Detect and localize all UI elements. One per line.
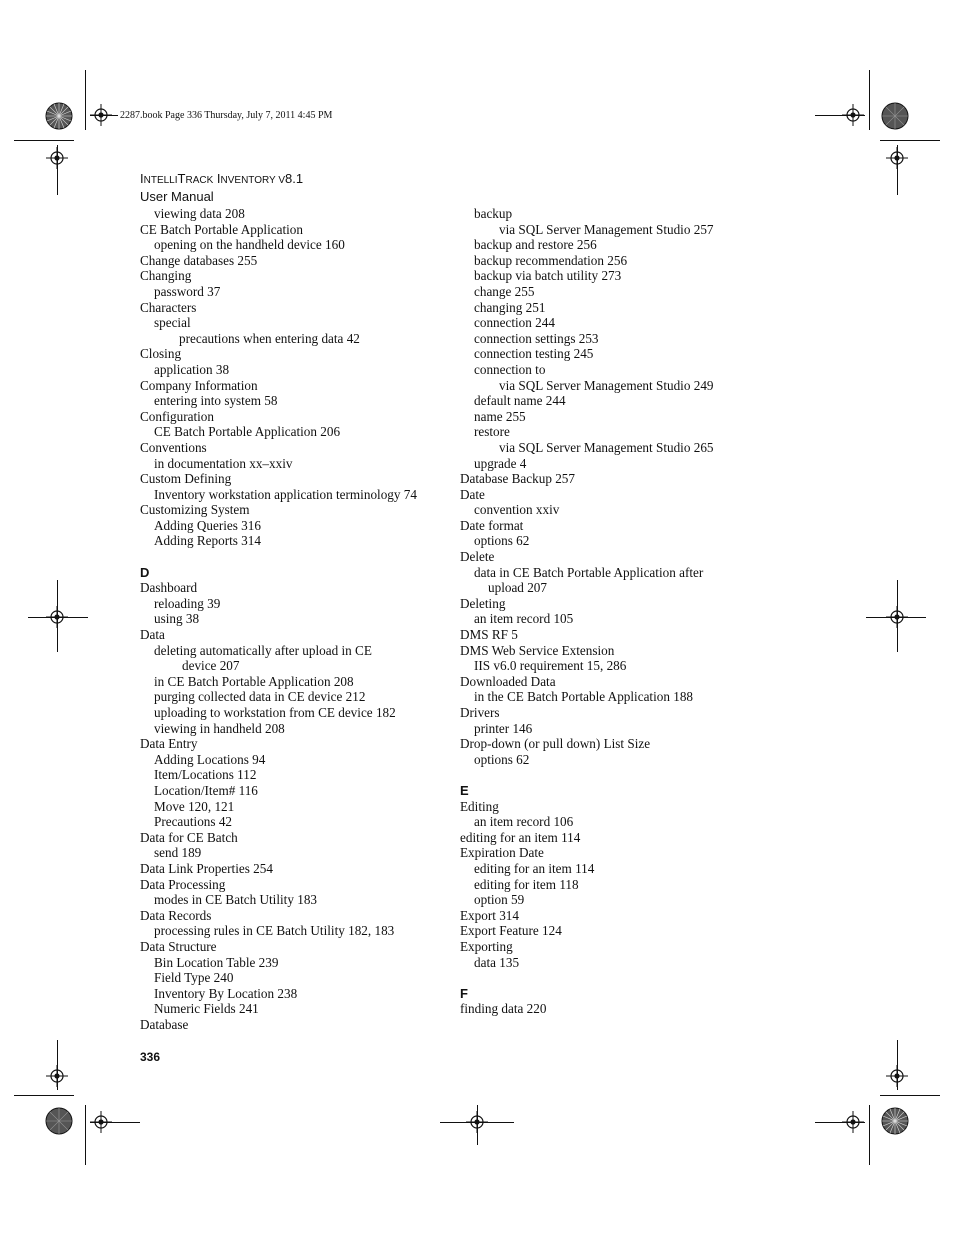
color-rosette-icon <box>45 1107 73 1135</box>
crop-mark <box>85 70 86 130</box>
registration-crosshair-icon <box>90 104 112 126</box>
registration-crosshair-icon <box>46 147 68 169</box>
registration-crosshair-icon <box>886 1065 908 1087</box>
title-part: NVENTORY V <box>220 175 285 186</box>
index-entry: Deleting <box>460 595 506 611</box>
index-subentry: convention xxiv <box>474 502 560 518</box>
index-subentry: connection 244 <box>474 315 555 331</box>
index-subentry: printer 146 <box>474 720 533 736</box>
section-spacer <box>460 767 760 783</box>
index-subentry: precautions when entering data 42 <box>179 330 360 346</box>
index-entry: Expiration Date <box>460 845 544 861</box>
index-subentry: Location/Item# 116 <box>154 782 258 798</box>
index-subentry: connection testing 245 <box>474 346 594 362</box>
index-subentry: restore <box>474 424 510 440</box>
index-entry: Data Link Properties 254 <box>140 860 273 876</box>
registration-crosshair-icon <box>842 1111 864 1133</box>
index-subentry: CE Batch Portable Application 206 <box>154 424 341 440</box>
index-subentry: Precautions 42 <box>154 814 233 830</box>
index-subentry: Numeric Fields 241 <box>154 1001 259 1017</box>
index-subentry: option 59 <box>474 892 525 908</box>
index-subentry: using 38 <box>154 611 200 627</box>
index-entry: DMS RF 5 <box>460 627 518 643</box>
index-entry: Data Records <box>140 907 212 923</box>
index-subentry: special <box>154 315 191 331</box>
title-part: I <box>213 171 221 186</box>
index-entry: Export 314 <box>460 907 519 923</box>
index-entry: Downloaded Data <box>460 673 556 689</box>
index-subentry: entering into system 58 <box>154 393 278 409</box>
running-header <box>140 171 303 205</box>
index-subentry: data 135 <box>474 954 520 970</box>
index-subentry: backup and restore 256 <box>474 237 597 253</box>
index-entry: Characters <box>140 299 197 315</box>
index-entry: finding data 220 <box>460 1001 547 1017</box>
index-subentry: uploading to workstation from CE device 182 <box>154 705 396 720</box>
crop-mark <box>14 140 74 141</box>
index-entry: Changing <box>140 268 192 284</box>
title-part: RACK <box>185 175 214 186</box>
index-subentry: change 255 <box>474 283 535 299</box>
index-entry: Dashboard <box>140 580 198 596</box>
manual-subtitle: User Manual <box>140 189 214 204</box>
index-subentry: Adding Reports 314 <box>154 533 261 549</box>
index-subentry: backup <box>474 206 513 221</box>
index-subentry: device 207 <box>182 658 240 674</box>
index-subentry: password 37 <box>154 283 221 299</box>
index-entry: CE Batch Portable Application <box>140 221 303 237</box>
index-subentry: name 255 <box>474 408 526 424</box>
index-subentry: purging collected data in CE device 212 <box>154 689 366 705</box>
index-column-left <box>140 206 450 1032</box>
index-subentry: send 189 <box>154 845 202 861</box>
title-part: 8.1 <box>284 171 304 186</box>
index-entry: Data <box>140 627 165 643</box>
color-rosette-icon <box>881 102 909 130</box>
index-subentry: connection settings 253 <box>474 330 599 346</box>
index-entry: Customizing System <box>140 502 250 518</box>
index-subentry: via SQL Server Management Studio 265 <box>499 439 714 455</box>
index-section-letter: D <box>140 564 150 580</box>
index-column-right <box>460 206 760 1017</box>
index-subentry: Adding Locations 94 <box>154 751 266 767</box>
index-entry: Data for CE Batch <box>140 829 238 845</box>
index-entry: Drivers <box>460 705 500 720</box>
index-subentry: opening on the handheld device 160 <box>154 237 345 253</box>
index-subentry: changing 251 <box>474 299 546 315</box>
crop-mark <box>869 70 870 130</box>
index-subentry: via SQL Server Management Studio 249 <box>499 377 714 393</box>
index-entry: Database Backup 257 <box>460 471 575 487</box>
index-subentry: Inventory workstation application terminology 74 <box>154 486 417 502</box>
registration-crosshair-icon <box>886 606 908 628</box>
index-subentry: an item record 105 <box>474 611 574 627</box>
index-subentry: Item/Locations 112 <box>154 767 257 783</box>
index-entry: DMS Web Service Extension <box>460 642 615 658</box>
color-rosette-icon <box>881 1107 909 1135</box>
index-entry: Data Entry <box>140 736 198 752</box>
color-rosette-icon <box>45 102 73 130</box>
index-entry: Database <box>140 1016 189 1032</box>
index-subentry: viewing data 208 <box>154 206 245 221</box>
index-subentry: via SQL Server Management Studio 257 <box>499 221 714 237</box>
index-entry: Data Processing <box>140 876 226 892</box>
index-subentry: data in CE Batch Portable Application after <box>474 564 704 580</box>
index-subentry: Adding Queries 316 <box>154 517 261 533</box>
crop-mark <box>85 1105 86 1165</box>
crop-mark <box>880 1095 940 1096</box>
index-subentry: backup via batch utility 273 <box>474 268 622 284</box>
index-subentry: Bin Location Table 239 <box>154 954 279 970</box>
index-subentry: processing rules in CE Batch Utility 182, 183 <box>154 923 395 939</box>
index-subentry: default name 244 <box>474 393 566 409</box>
index-entry: Closing <box>140 346 182 362</box>
registration-crosshair-icon <box>46 606 68 628</box>
index-subentry: editing for an item 114 <box>474 860 595 876</box>
crop-mark <box>869 1105 870 1165</box>
section-spacer <box>460 970 760 986</box>
index-subentry: options 62 <box>474 751 530 767</box>
index-entry: Export Feature 124 <box>460 923 562 939</box>
index-subentry: options 62 <box>474 533 530 549</box>
page-number: 336 <box>140 1050 161 1064</box>
index-entry: editing for an item 114 <box>460 829 581 845</box>
index-subentry: upload 207 <box>488 580 547 596</box>
registration-crosshair-icon <box>842 104 864 126</box>
title-part: I <box>140 171 144 186</box>
index-subentry: backup recommendation 256 <box>474 252 628 268</box>
crop-mark <box>880 140 940 141</box>
index-subentry: IIS v6.0 requirement 15, 286 <box>474 658 627 674</box>
index-entry: Delete <box>460 549 495 565</box>
index-entry: Date <box>460 486 485 502</box>
index-entry: Custom Defining <box>140 471 232 487</box>
section-spacer <box>140 549 450 565</box>
product-title <box>140 171 303 189</box>
registration-crosshair-icon <box>886 147 908 169</box>
index-entry: Company Information <box>140 377 258 393</box>
index-subentry: editing for item 118 <box>474 876 579 892</box>
index-entry: Drop-down (or pull down) List Size <box>460 736 651 752</box>
index-subentry: an item record 106 <box>474 814 574 830</box>
index-subentry: Field Type 240 <box>154 970 234 986</box>
registration-crosshair-icon <box>466 1111 488 1133</box>
index-section-letter: E <box>460 782 469 798</box>
index-subentry: application 38 <box>154 361 230 377</box>
index-entry: Change databases 255 <box>140 252 258 268</box>
index-subentry: deleting automatically after upload in CE <box>154 642 372 658</box>
index-subentry: Move 120, 121 <box>154 798 235 814</box>
index-entry: Date format <box>460 517 524 533</box>
index-subentry: connection to <box>474 361 546 377</box>
index-subentry: Inventory By Location 238 <box>154 985 298 1001</box>
index-entry: Exporting <box>460 938 513 954</box>
index-entry: Conventions <box>140 439 207 455</box>
title-part: T <box>177 171 186 186</box>
index-section-letter: F <box>460 985 468 1001</box>
index-subentry: modes in CE Batch Utility 183 <box>154 892 318 908</box>
index-entry: Data Structure <box>140 938 217 954</box>
index-entry: Editing <box>460 798 499 814</box>
index-subentry: in CE Batch Portable Application 208 <box>154 673 354 689</box>
title-part: NTELLI <box>143 175 178 186</box>
index-subentry: viewing in handheld 208 <box>154 720 285 736</box>
registration-crosshair-icon <box>46 1065 68 1087</box>
print-slug: 2287.book Page 336 Thursday, July 7, 2011 4:45 PM <box>120 110 333 121</box>
index-subentry: reloading 39 <box>154 595 221 611</box>
crop-mark <box>14 1095 74 1096</box>
registration-crosshair-icon <box>90 1111 112 1133</box>
index-subentry: in documentation xx–xxiv <box>154 455 293 471</box>
index-subentry: in the CE Batch Portable Application 188 <box>474 689 694 705</box>
index-subentry: upgrade 4 <box>474 455 527 471</box>
index-entry: Configuration <box>140 408 214 424</box>
